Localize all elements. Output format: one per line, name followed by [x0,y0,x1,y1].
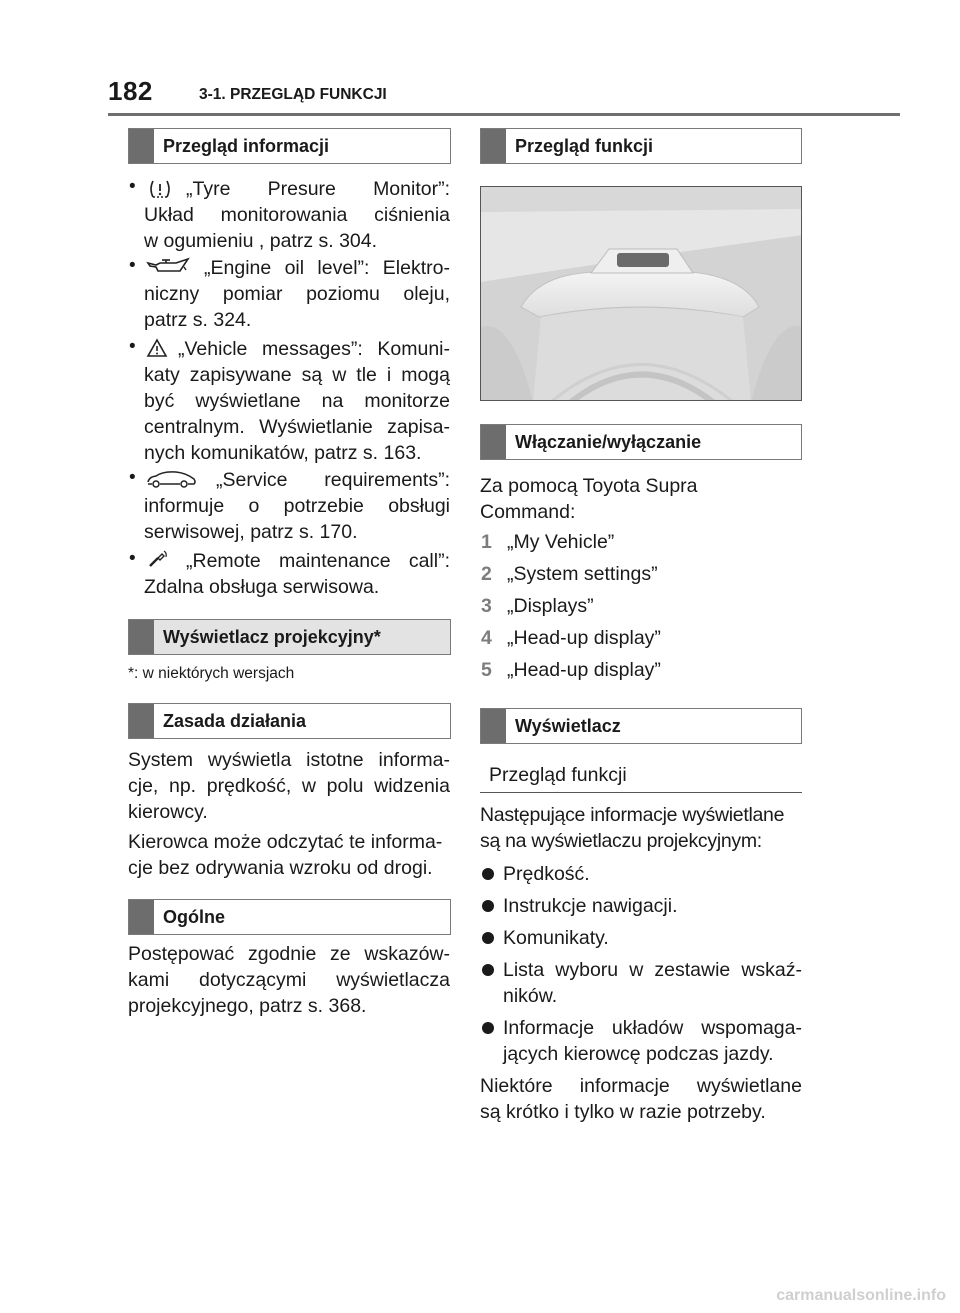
step-number: 1 [481,531,492,553]
bullet-dot [482,868,494,880]
bullet-marker: • [129,467,136,488]
heading-przeglad-funkcji: Przegląd funkcji [480,128,802,164]
principle-paragraph-1: System wyświetla istotne informa- cje, np. prędkość, w polu widzenia kierowcy. [128,749,450,823]
heading-wlaczanie-wylaczanie: Włączanie/wyłączanie [480,424,802,460]
bullet-dot [482,932,494,944]
step-number: 3 [481,595,492,617]
step-number: 5 [481,659,492,681]
bullet-marker: • [129,176,136,197]
step-text: „My Vehicle” [507,531,615,553]
bullet-marker: • [129,548,136,569]
step-text: „Displays” [507,595,594,617]
heading-ogolne: Ogólne [128,899,451,935]
principle-paragraph-2: Kierowca może odczytać te informa- cje bez odrywania wzroku od drogi. [128,831,443,879]
header-rule [108,113,900,116]
step-text: „System settings” [507,563,658,585]
display-item-messages: Komunikaty. [503,927,609,949]
watermark: carmanualsonline.info [776,1287,946,1304]
general-paragraph: Postępować zgodnie ze wskazów- kami dotyczącymi wyświetlacza projekcyjnego, patrz s. 368. [128,943,450,1017]
footnote: *: w niektórych wersjach [128,665,295,682]
bullet-service-requirements: „Service requirements”: informuje o potrzebie obsługi serwisowej, patrz s. 170. [144,469,450,543]
step-text: „Head-up display” [507,659,661,681]
chapter-title: 3-1. PRZEGLĄD FUNKCJI [199,86,387,103]
bullet-marker: • [129,336,136,357]
page-number: 182 [108,76,153,106]
step-number: 4 [481,627,492,649]
bullet-remote-maintenance: „Remote maintenance call”: Zdalna obsługa serwisowa. [144,550,450,598]
display-item-selection-list: Lista wyboru w zestawie wskaź- ników. [503,959,802,1007]
bullet-engine-oil: „Engine oil level”: Elektro- niczny pomiar poziomu oleju, patrz s. 324. [144,257,450,331]
bullet-dot [482,900,494,912]
subheading-przeglad-funkcji: Przegląd funkcji [489,764,627,786]
bullet-tyre-pressure: „Tyre Presure Monitor”: Układ monitorowania ciśnienia w ogumieniu , patrz s. 304. [144,178,450,252]
heading-wyswietlacz: Wyświetlacz [480,708,802,744]
heading-zasada-dzialania: Zasada działania [128,703,451,739]
display-item-driver-assist: Informacje układów wspomaga- jących kierowcę podczas jazdy. [503,1017,802,1065]
onoff-intro: Za pomocą Toyota Supra Command: [480,475,698,523]
bullet-marker: • [129,255,136,276]
step-text: „Head-up display” [507,627,661,649]
bullet-dot [482,964,494,976]
display-item-speed: Prędkość. [503,863,590,885]
bullet-vehicle-messages: „Vehicle messages”: Komuni- katy zapisywane są w tle i mogą być wyświetlane na monitorze centralnym. Wyświetlanie zapisa- nych komunikatów, patrz s. 163. [144,338,450,464]
heading-przeglad-informacji: Przegląd informacji [128,128,451,164]
subheading-rule [480,792,802,793]
hud-illustration [480,186,802,401]
bullet-dot [482,1022,494,1034]
display-intro: Następujące informacje wyświetlane są na wyświetlaczu projekcyjnym: [480,804,785,852]
step-number: 2 [481,563,492,585]
closing-paragraph: Niektóre informacje wyświetlane są krótko i tylko w razie potrzeby. [480,1075,802,1123]
display-item-navigation: Instrukcje nawigacji. [503,895,678,917]
heading-wyswietlacz-projekcyjny: Wyświetlacz projekcyjny* [128,619,451,655]
